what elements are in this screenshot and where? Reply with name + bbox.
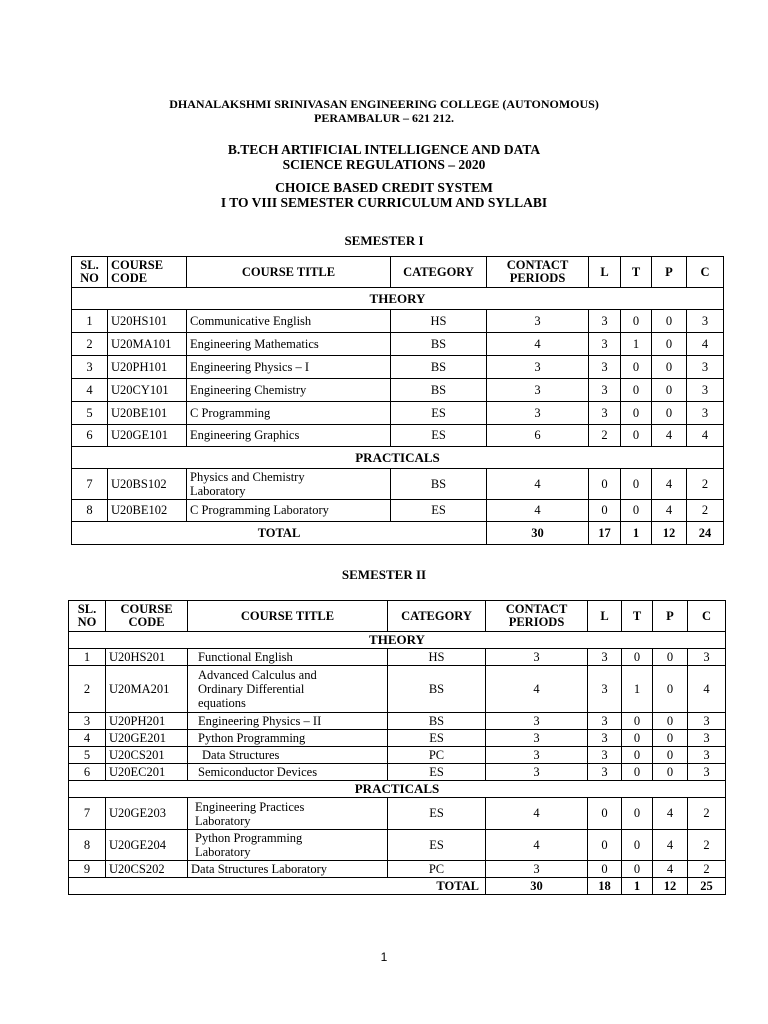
credit-system-line1: CHOICE BASED CREDIT SYSTEM	[275, 180, 493, 195]
credit-system-line2: I TO VIII SEMESTER CURRICULUM AND SYLLABI	[220, 195, 548, 210]
col-p: P	[653, 601, 688, 632]
table-row: 1 U20HS201 Functional English HS 3 3 0 0 3	[69, 649, 726, 666]
table-row: 3 U20PH101 Engineering Physics – I BS 3 3 0 0 3	[72, 356, 724, 379]
program-title-line1: B.TECH ARTIFICIAL INTELLIGENCE AND DATA	[227, 142, 541, 157]
table-row: 8 U20GE204 Python Programming Laboratory ES 4 0 0 4 2	[69, 830, 726, 861]
col-category: CATEGORY	[391, 257, 487, 288]
col-t: T	[622, 601, 653, 632]
table-row: 7 U20BS102 Physics and Chemistry Laboratory BS 4 0 0 4 2	[72, 469, 724, 500]
table-row: 4 U20GE201 Python Programming ES 3 3 0 0 3	[69, 730, 726, 747]
table-header-row	[72, 257, 724, 288]
col-l: L	[589, 257, 621, 288]
semester-2-heading: SEMESTER II	[341, 567, 427, 582]
col-contact-periods: CONTACT PERIODS	[486, 601, 588, 632]
table-row: 4 U20CY101 Engineering Chemistry BS 3 3 0 0 3	[72, 379, 724, 402]
col-t: T	[621, 257, 652, 288]
table-row: 2 U20MA201 Advanced Calculus and Ordinary Differential equations BS 4 3 1 0 4	[69, 666, 726, 713]
col-c: C	[687, 257, 724, 288]
semester-2-table	[68, 600, 726, 895]
total-row: TOTAL 30 17 1 12 24	[72, 522, 724, 545]
col-course-code: COURSE CODE	[108, 257, 187, 288]
table-row: 7 U20GE203 Engineering Practices Laboratory ES 4 0 0 4 2	[69, 798, 726, 830]
table-header-row	[69, 601, 726, 632]
col-p: P	[652, 257, 687, 288]
program-title-line2: SCIENCE REGULATIONS – 2020	[282, 157, 486, 172]
table-row: 3 U20PH201 Engineering Physics – II BS 3 3 0 0 3	[69, 713, 726, 730]
theory-section-label: THEORY	[72, 288, 724, 310]
col-contact-periods: CONTACT PERIODS	[487, 257, 589, 288]
col-slno: SL. NO	[72, 257, 108, 288]
table-row: 1 U20HS101 Communicative English HS 3 3 0 0 3	[72, 310, 724, 333]
college-name: DHANALAKSHMI SRINIVASAN ENGINEERING COLLEGE (AUTONOMOUS)	[169, 97, 599, 111]
col-c: C	[688, 601, 726, 632]
practicals-section-label: PRACTICALS	[69, 781, 726, 798]
table-row: 2 U20MA101 Engineering Mathematics BS 4 3 1 0 4	[72, 333, 724, 356]
table-row: 6 U20GE101 Engineering Graphics ES 6 2 0 4 4	[72, 425, 724, 447]
table-row: 5 U20CS201 Data Structures PC 3 3 0 0 3	[69, 747, 726, 764]
semester-1-heading: SEMESTER I	[344, 233, 424, 248]
table-row: 5 U20BE101 C Programming ES 3 3 0 0 3	[72, 402, 724, 425]
total-row: TOTAL 30 18 1 12 25	[69, 878, 726, 895]
col-course-title: COURSE TITLE	[188, 601, 388, 632]
col-course-code: COURSE CODE	[106, 601, 188, 632]
theory-section-label: THEORY	[69, 632, 726, 649]
table-row: 9 U20CS202 Data Structures Laboratory PC 3 0 0 4 2	[69, 861, 726, 878]
col-slno: SL. NO	[69, 601, 106, 632]
page-number: 1	[380, 950, 388, 964]
col-l: L	[588, 601, 622, 632]
table-row: 8 U20BE102 C Programming Laboratory ES 4 0 0 4 2	[72, 500, 724, 522]
semester-1-table	[71, 256, 724, 545]
college-location: PERAMBALUR – 621 212.	[314, 111, 454, 125]
table-row: 6 U20EC201 Semiconductor Devices ES 3 3 0 0 3	[69, 764, 726, 781]
col-category: CATEGORY	[388, 601, 486, 632]
col-course-title: COURSE TITLE	[187, 257, 391, 288]
practicals-section-label: PRACTICALS	[72, 447, 724, 469]
